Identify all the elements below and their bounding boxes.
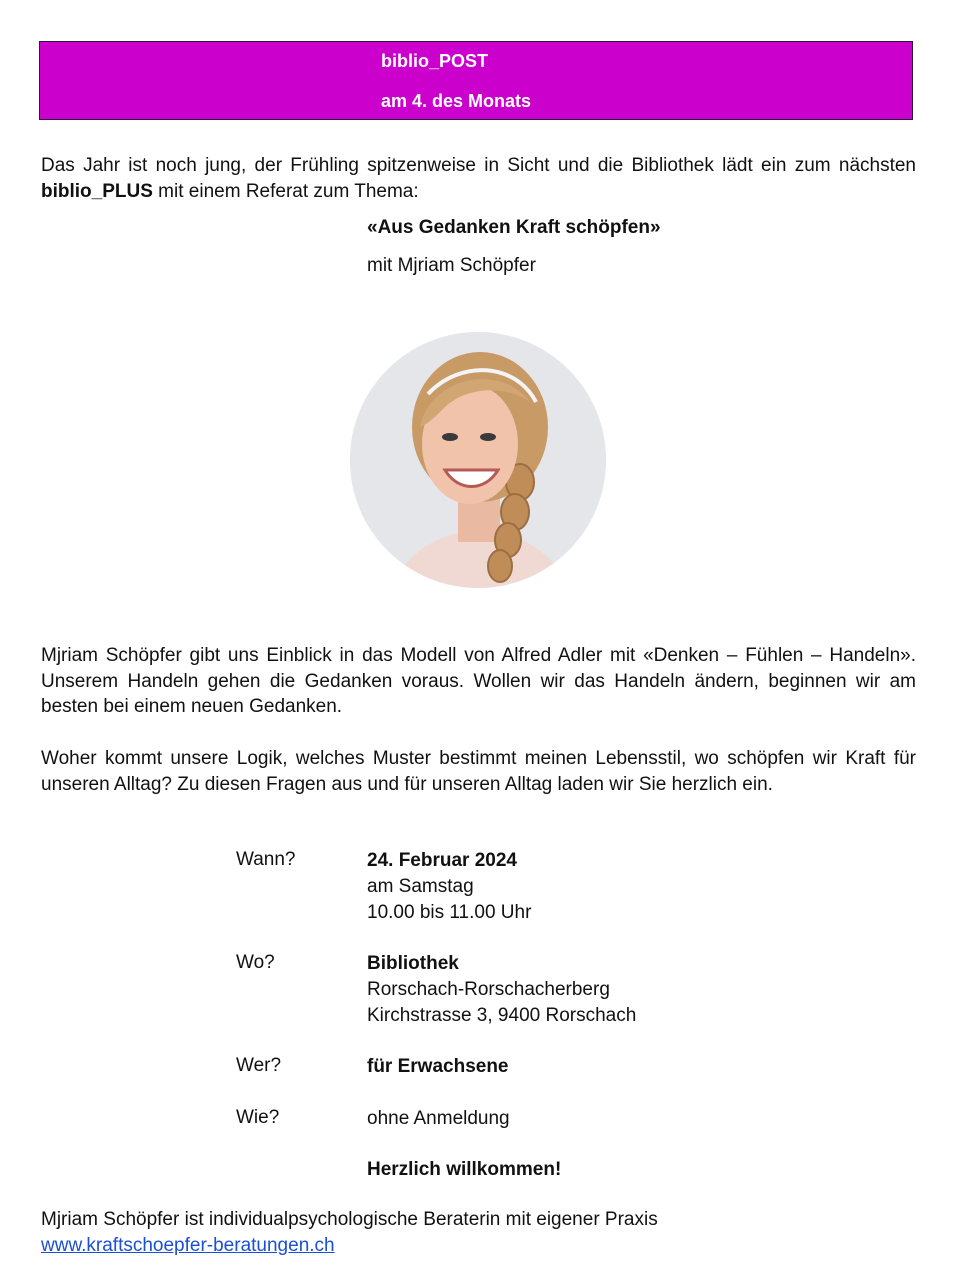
speaker-line: mit Mjriam Schöpfer [367,255,536,276]
intro-bold: biblio_PLUS [41,180,153,202]
venue-name: Bibliothek [367,953,459,974]
speaker-bio: Mjriam Schöpfer ist individualpsychologische Beraterin mit eigener Praxis [41,1209,658,1230]
event-date: 24. Februar 2024 [367,850,517,871]
website-link[interactable]: www.kraftschoepfer-beratungen.ch [41,1235,335,1256]
speaker-portrait [350,332,606,588]
venue-line-2: Rorschach-Rorschacherberg [367,979,610,1000]
intro-text-end: mit einem Referat zum Thema: [152,180,419,202]
body-paragraph-1: Mjriam Schöpfer gibt uns Einblick in das Modell von Alfred Adler mit «Denken – Fühlen – Handeln». Unserem Handeln gehen die Gedanken voraus. Wollen wir das Handeln ändern, beginnen wir am besten bei einem neuen Gedanken. [41,645,916,717]
when-value [367,848,531,926]
intro-paragraph [41,153,916,204]
header-banner [39,41,913,120]
when-label: Wann? [236,849,296,870]
how-label: Wie? [236,1107,280,1128]
how-value: ohne Anmeldung [367,1108,510,1129]
event-time: 10.00 bis 11.00 Uhr [367,902,532,923]
event-day: am Samstag [367,876,474,897]
banner-subtitle: am 4. des Monats [381,91,532,111]
banner-title: biblio_POST [381,51,489,71]
where-value [367,951,636,1029]
venue-address: Kirchstrasse 3, 9400 Rorschach [367,1005,637,1026]
where-label: Wo? [236,952,275,973]
welcome-text: Herzlich willkommen! [367,1159,562,1180]
who-value: für Erwachsene [367,1056,509,1077]
body-paragraph-2: Woher kommt unsere Logik, welches Muster bestimmt meinen Lebensstil, wo schöpfen wir Kraft für unseren Alltag? Zu diesen Fragen aus und für unseren Alltag laden wir Sie herzlich ein. [41,748,916,795]
who-label: Wer? [236,1055,282,1076]
intro-text: Das Jahr ist noch jung, der Frühling spitzenweise in Sicht und die Bibliothek lädt ein zum nächsten [41,155,916,176]
talk-title: «Aus Gedanken Kraft schöpfen» [367,217,661,238]
